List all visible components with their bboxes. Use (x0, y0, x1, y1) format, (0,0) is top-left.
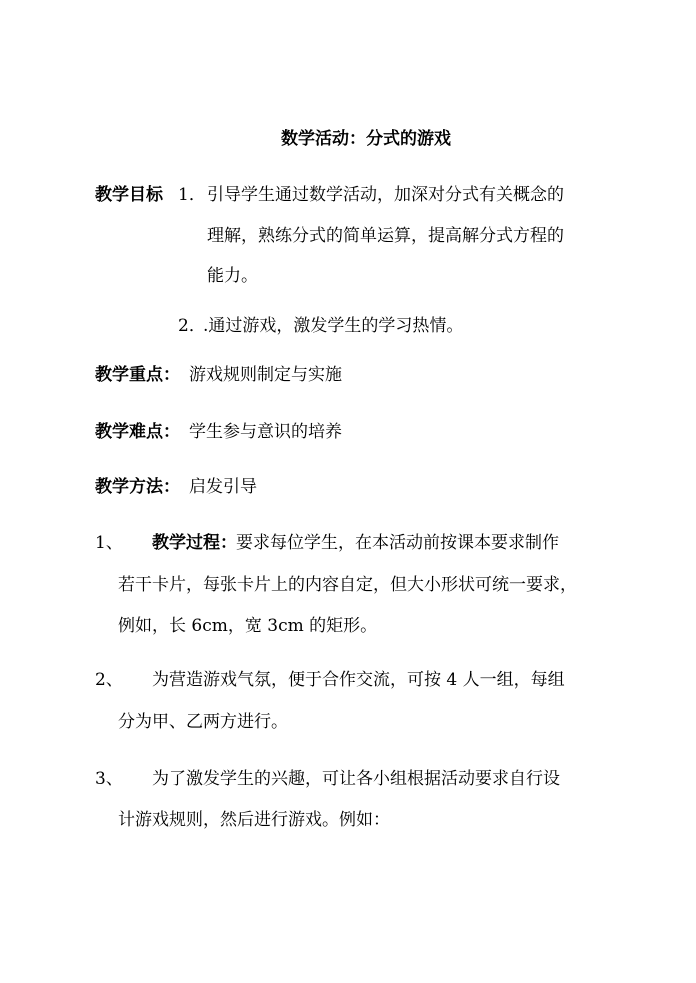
objective-1-line-3: 能力。 (207, 266, 258, 286)
key-point-text: 游戏规则制定与实施 (189, 365, 342, 385)
step-3-line-2: 计游戏规则，然后进行游戏。例如： (118, 810, 390, 830)
objective-1-line-2: 理解，熟练分式的简单运算，提高解分式方程的 (207, 226, 564, 246)
page-title: 数学活动：分式的游戏 (281, 129, 451, 149)
objective-1-line-1: 引导学生通过数学活动，加深对分式有关概念的 (207, 185, 564, 205)
step-1-line-3: 例如，长 6cm，宽 3cm 的矩形。 (118, 616, 378, 636)
difficulty-text: 学生参与意识的培养 (189, 422, 342, 442)
step-3-line-1: 为了激发学生的兴趣，可让各小组根据活动要求自行设 (152, 769, 560, 789)
objectives-label: 教学目标 (95, 185, 163, 205)
step-1-line-2: 若干卡片，每张卡片上的内容自定，但大小形状可统一要求， (118, 575, 577, 595)
step-1-line-1: 要求每位学生，在本活动前按课本要求制作 (236, 533, 559, 553)
method-text: 启发引导 (189, 477, 257, 497)
difficulty-label: 教学难点： (95, 422, 180, 442)
objective-2-text: .通过游戏，激发学生的学习热情。 (203, 316, 464, 336)
step-2-line-1: 为营造游戏气氛，便于合作交流，可按 4 人一组，每组 (152, 670, 565, 690)
step-3-number: 3、 (95, 769, 123, 789)
step-1-number: 1、 (95, 533, 123, 553)
key-point-label: 教学重点： (95, 365, 180, 385)
objective-2-number: 2． (178, 316, 206, 336)
objective-1-number: 1． (178, 185, 206, 205)
method-label: 教学方法： (95, 477, 180, 497)
step-2-number: 2、 (95, 670, 123, 690)
step-2-line-2: 分为甲、乙两方进行。 (118, 712, 288, 732)
step-1-label: 教学过程： (152, 533, 237, 553)
